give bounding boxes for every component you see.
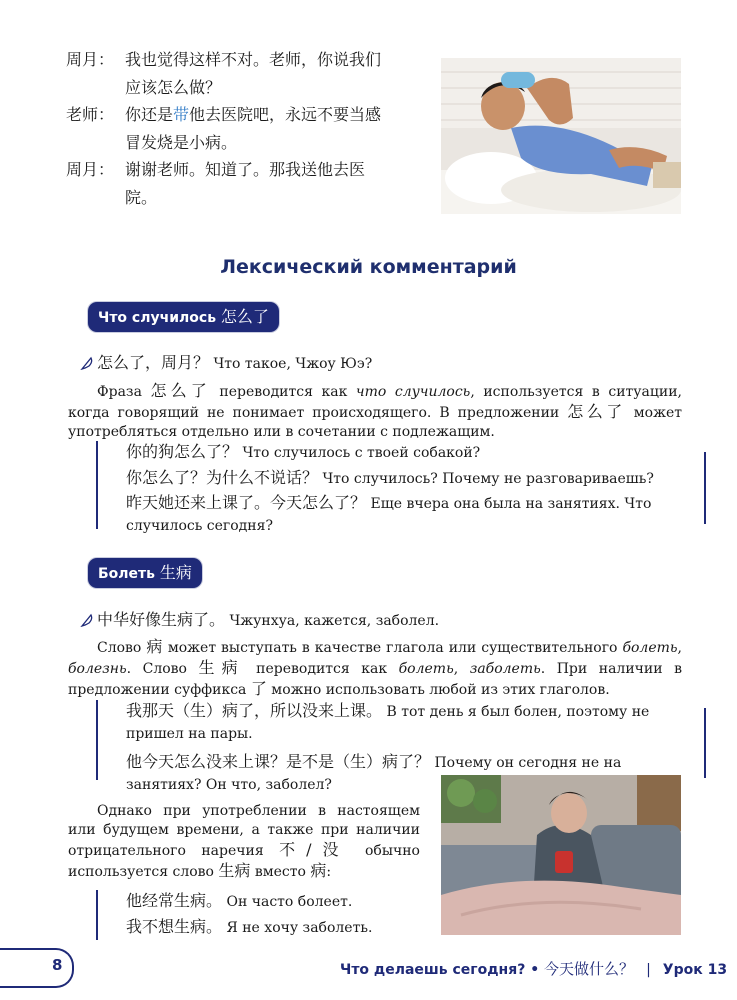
dialogue-line: 你还是带他去医院吧，永远不要当感 [125,105,382,124]
photo-sick-man-couch [441,58,681,214]
examples-block [96,890,428,940]
topic-label-shengbing: Болеть 生病 [88,558,202,588]
block-rule [704,452,706,524]
explanation-paragraph: Однако при употреблении в настоящем или будущем времени, а также при наличии отрицательного наречия 不/没 обычно используется слово 生病 вместо 病: [68,803,420,880]
example-line: 昨天她还来上课了。今天怎么了？ Еще вчера она была на занятиях. Что случилось сегодня? [126,493,652,534]
example-sentence: 怎么了，周月？ Что такое, Чжоу Юэ? [97,353,373,372]
example-line: 我不想生病。 Я не хочу заболеть. [126,917,373,936]
example-sentence: 中华好像生病了。 Чжунхуа, кажется, заболел. [97,610,440,629]
section-title: Лексический комментарий [220,256,517,278]
block-rule [704,708,706,778]
feather-icon [80,355,94,369]
speaker-label: 周月： [66,160,115,179]
dialogue-line: 院。 [125,188,158,207]
running-footer: Что делаешь сегодня? • 今天做什么？ | Урок 13 [340,960,728,978]
page-number-tab [0,948,74,988]
examples-block [96,441,682,534]
feather-icon [80,612,94,626]
examples-block [96,700,682,793]
example-line: 我那天（生）病了，所以没来上课。 В тот день я был болен, поэтому не пришел на пары. [126,701,650,742]
explanation-paragraph: Фраза 怎么了 переводится как что случилось, используется в ситуации, когда говорящий не понимает происходящего. В предложении 怎么了 может употребляться отдельно или в сочетании с подлежащим. [68,381,682,440]
example-line: 你怎么了？为什么不说话？ Что случилось? Почему не разговариваешь? [126,468,654,487]
dialogue-line: 应该怎么做？ [125,78,222,97]
speaker-label: 老师： [66,105,115,124]
page-number: 8 [52,956,63,974]
speaker-label: 周月： [66,50,115,69]
topic-label-zenmele: Что случилось 怎么了 [88,302,279,332]
explanation-paragraph: Слово 病 может выступать в качестве глагола или существительного болеть, болезнь. Слово 生病 переводится как болеть, заболеть. При наличии в предложении суффикса 了 можно использовать любой из этих глаголов. [68,637,682,698]
example-line: 他经常生病。 Он часто болеет. [126,891,353,910]
dialogue-line: 冒发烧是小病。 [125,133,238,152]
example-line: 他今天怎么没来上课？是不是（生）病了？ Почему он сегодня не на занятиях? Он что, заболел? [126,752,622,793]
photo-sick-young-man-blanket [441,775,681,935]
example-line: 你的狗怎么了？ Что случилось с твоей собакой? [126,442,481,461]
dialogue-line: 我也觉得这样不对。老师，你说我们 [125,50,382,69]
dialogue-line: 谢谢老师。知道了。那我送他去医 [125,160,366,179]
